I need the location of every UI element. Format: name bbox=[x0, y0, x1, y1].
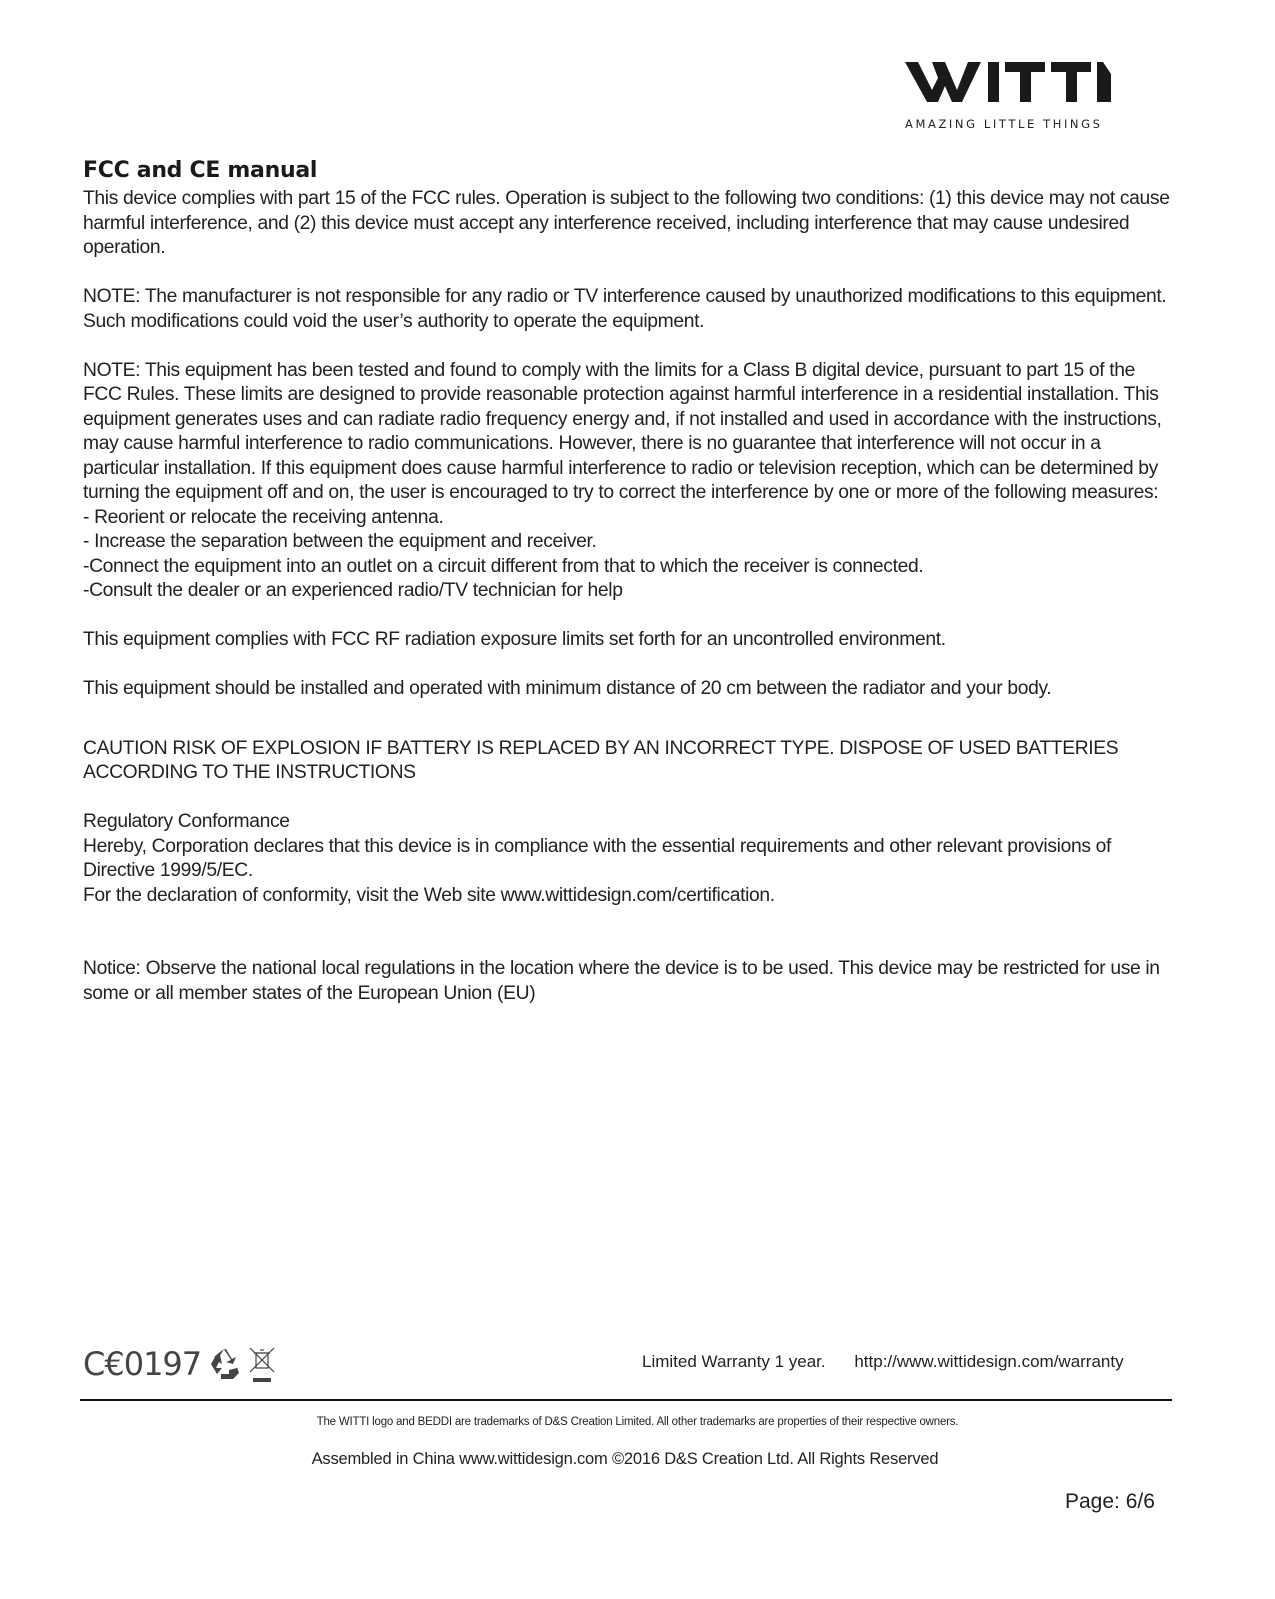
warranty-line bbox=[642, 1352, 1124, 1372]
measure-item: -Connect the equipment into an outlet on a circuit different from that to which the receiver is connected. bbox=[83, 555, 924, 577]
rf-exposure-paragraph: This equipment complies with FCC RF radiation exposure limits set forth for an uncontrolled environment. bbox=[83, 629, 946, 650]
measure-item: -Consult the dealer or an experienced radio/TV technician for help bbox=[83, 580, 623, 601]
battery-caution-paragraph: CAUTION RISK OF EXPLOSION IF BATTERY IS REPLACED BY AN INCORRECT TYPE. DISPOSE OF USED BATTERIES ACCORDING TO THE INSTRUCTIONS bbox=[83, 737, 1119, 783]
weee-crossed-bin-icon bbox=[247, 1345, 277, 1383]
measure-item: - Reorient or relocate the receiving antenna. bbox=[83, 506, 444, 528]
footer-divider bbox=[80, 1399, 1172, 1401]
ce-mark: C€0197 bbox=[83, 1345, 202, 1383]
trademark-notice: The WITTI logo and BEDDI are trademarks of D&S Creation Limited. All other trademarks are properties of their respective owners. bbox=[316, 1416, 959, 1428]
measure-item: - Increase the separation between the equipment and receiver. bbox=[83, 531, 597, 552]
warranty-url-link[interactable]: http://www.wittidesign.com/warranty bbox=[854, 1352, 1124, 1371]
certification-marks bbox=[83, 1345, 277, 1383]
fcc-compliance-paragraph: This device complies with part 15 of the FCC rules. Operation is subject to the following two conditions: (1) this device may not cause harmful interference, and (2) this device must accept any interference received, including interference that may cause undesired operation. bbox=[83, 188, 1170, 258]
warranty-label: Limited Warranty 1 year. bbox=[642, 1352, 826, 1371]
regulatory-heading: Regulatory Conformance bbox=[83, 811, 290, 832]
assembled-copyright: Assembled in China www.wittidesign.com ©2016 D&S Creation Ltd. All Rights Reserved bbox=[311, 1450, 939, 1468]
page-number: Page: 6/6 bbox=[1065, 1490, 1155, 1513]
class-b-note-paragraph: NOTE: This equipment has been tested and found to comply with the limits for a Class B digital device, pursuant to part 15 of the FCC Rules. These limits are designed to provide reasonable protection against harmful interference in a residential installation. This equipment generates uses and can radiate radio frequency energy and, if not installed and used in accordance with the instructions, may cause harmful interference to radio communications. However, there is no guarantee that interference will not occur in a particular installation. If this equipment does cause harmful interference to radio or television reception, which can be determined by turning the equipment off and on, the user is encouraged to try to correct the interference by one or more of the following measures: bbox=[83, 359, 1162, 503]
brand-tagline: AMAZING LITTLE THINGS bbox=[905, 117, 1103, 131]
certification-link-paragraph: For the declaration of conformity, visit the Web site www.wittidesign.com/certification. bbox=[83, 884, 775, 906]
declaration-paragraph: Hereby, Corporation declares that this device is in compliance with the essential requirements and other relevant provisions of Directive 1999/5/EC. bbox=[83, 835, 1111, 881]
min-distance-paragraph: This equipment should be installed and operated with minimum distance of 20 cm between the radiator and your body. bbox=[83, 678, 1052, 699]
document-title: FCC and CE manual bbox=[83, 158, 318, 183]
witti-logo-mark bbox=[905, 58, 1145, 102]
recycle-icon bbox=[207, 1347, 241, 1381]
brand-logo bbox=[905, 58, 1145, 131]
manufacturer-note-paragraph: NOTE: The manufacturer is not responsible for any radio or TV interference caused by unauthorized modifications to this equipment. Such modifications could void the user’s authority to operate the equipment. bbox=[83, 286, 1167, 332]
eu-notice-paragraph: Notice: Observe the national local regulations in the location where the device is to be used. This device may be restricted for use in some or all member states of the European Union (EU) bbox=[83, 958, 1160, 1004]
witti-wordmark-icon bbox=[905, 60, 1131, 102]
document-body bbox=[83, 158, 1173, 1006]
